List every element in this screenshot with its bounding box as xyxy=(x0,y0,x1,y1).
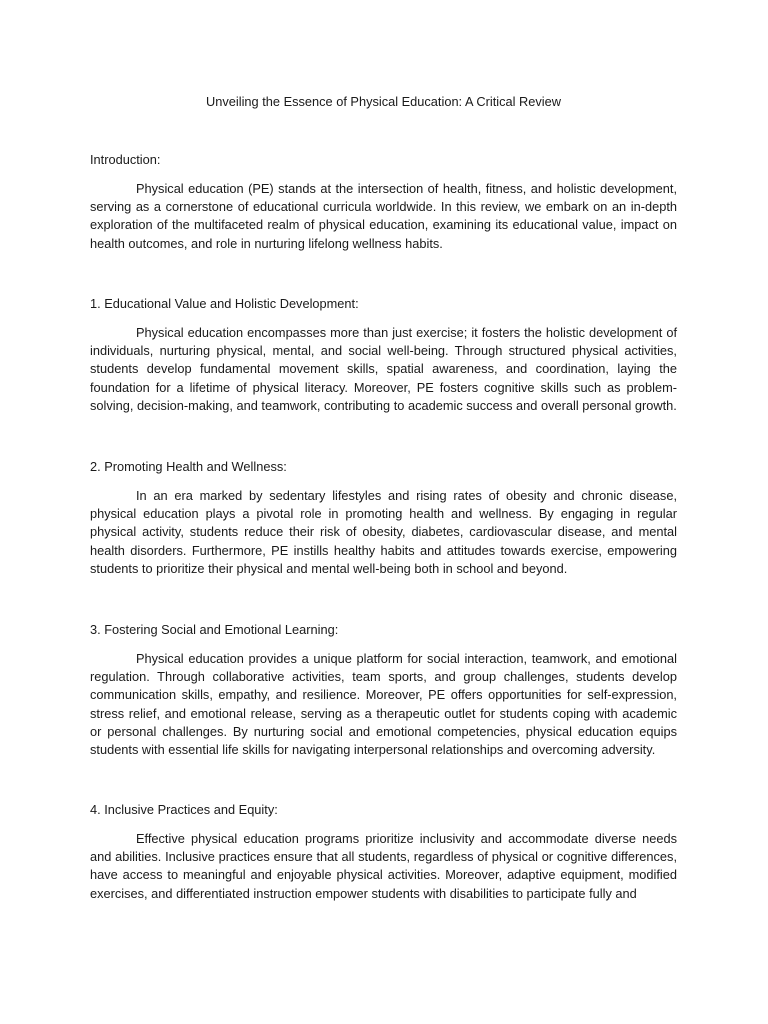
section-paragraph-educational-value: Physical education encompasses more than just exercise; it fosters the holistic development of individuals, nurturing physical, mental, and social well-being. Through structured physical activities, students develop fundamental movement skills, spatial awareness, and coordination, laying the foundation for a lifetime of physical literacy. Moreover, PE fosters cognitive skills such as problem-solving, decision-making, and teamwork, contributing to academic success and overall personal growth. xyxy=(90,325,677,413)
section-paragraph-introduction: Physical education (PE) stands at the intersection of health, fitness, and holistic development, serving as a cornerstone of educational curricula worldwide. In this review, we embark on an in-depth exploration of the multifaceted realm of physical education, examining its educational value, impact on health outcomes, and role in nurturing lifelong wellness habits. xyxy=(90,181,677,251)
section-paragraph-inclusive-practices: Effective physical education programs prioritize inclusivity and accommodate diverse needs and abilities. Inclusive practices ensure that all students, regardless of physical or cognitive differences, have access to meaningful and enjoyable physical activities. Moreover, adaptive equipment, modified exercises, and differentiated instruction empower students with disabilities to participate fully and xyxy=(90,831,677,901)
section-heading-inclusive-practices: 4. Inclusive Practices and Equity: xyxy=(90,802,278,817)
section-heading-social-emotional: 3. Fostering Social and Emotional Learning: xyxy=(90,622,339,637)
document-title: Unveiling the Essence of Physical Education: A Critical Review xyxy=(206,94,561,109)
section-paragraph-social-emotional: Physical education provides a unique platform for social interaction, teamwork, and emotional regulation. Through collaborative activities, team sports, and group challenges, students develop communication skills, empathy, and resilience. Moreover, PE offers opportunities for self-expression, stress relief, and emotional release, serving as a therapeutic outlet for students coping with academic or personal challenges. By nurturing social and emotional competencies, physical education equips students with essential life skills for navigating interpersonal relationships and overcoming adversity. xyxy=(90,651,677,758)
section-heading-educational-value: 1. Educational Value and Holistic Development: xyxy=(90,296,359,311)
section-paragraph-health-wellness: In an era marked by sedentary lifestyles and rising rates of obesity and chronic disease, physical education plays a pivotal role in promoting health and wellness. By engaging in regular physical activity, students reduce their risk of obesity, diabetes, cardiovascular disease, and mental health disorders. Furthermore, PE instills healthy habits and attitudes towards exercise, empowering students to prioritize their physical and mental well-being both in school and beyond. xyxy=(90,488,677,576)
document-page xyxy=(90,0,677,1024)
section-heading-introduction: Introduction: xyxy=(90,152,161,167)
section-heading-health-wellness: 2. Promoting Health and Wellness: xyxy=(90,459,287,474)
